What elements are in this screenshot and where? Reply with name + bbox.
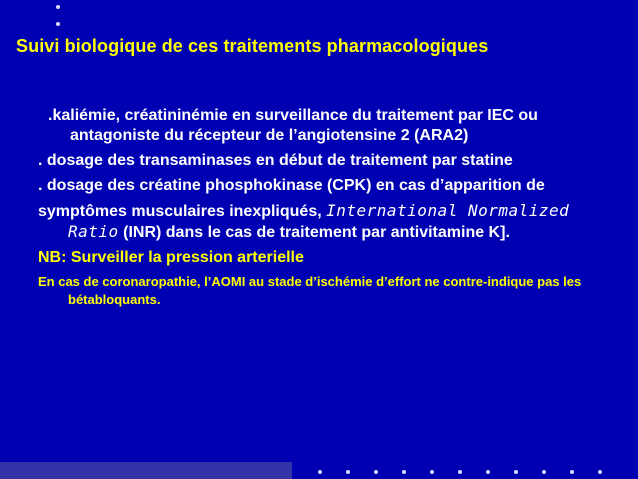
decorative-dot	[486, 470, 490, 474]
decorative-dot	[56, 22, 60, 26]
decorative-dot	[402, 470, 406, 474]
decorative-dot	[346, 470, 350, 474]
decorative-dot	[542, 470, 546, 474]
footer-bar	[0, 462, 292, 479]
decorative-dot	[570, 470, 574, 474]
paragraph-transaminases: . dosage des transaminases en début de traitement par statine	[38, 152, 513, 169]
decorative-dot	[56, 5, 60, 9]
decorative-dot	[430, 470, 434, 474]
decorative-dot	[374, 470, 378, 474]
decorative-dot	[514, 470, 518, 474]
decorative-dot	[598, 470, 602, 474]
paragraph-kaliemie: .kaliémie, créatininémie en surveillance du traitement par IEC ou antagoniste du récepteur de l’angiotensine 2 (ARA2)	[48, 107, 538, 144]
slide-content	[38, 106, 598, 314]
nb-note: NB: Surveiller la pression arterielle	[38, 249, 304, 266]
inr-term: International Normalized Ratio	[68, 201, 570, 241]
paragraph-inr	[38, 201, 598, 243]
decorative-dot	[318, 470, 322, 474]
inr-text-after: (INR) dans le cas de traitement par antivitamine K].	[118, 224, 510, 241]
coronaropathie-note: En cas de coronaropathie, l’AOMI au stade d’ischémie d’effort ne contre-indique pas les bétabloquants.	[38, 274, 582, 307]
paragraph-cpk: . dosage des créatine phosphokinase (CPK) en cas d’apparition de	[38, 177, 545, 194]
decorative-dot	[458, 470, 462, 474]
inr-text-before: symptômes musculaires inexpliqués,	[38, 203, 327, 220]
slide-title: Suivi biologique de ces traitements pharmacologiques	[16, 36, 489, 56]
